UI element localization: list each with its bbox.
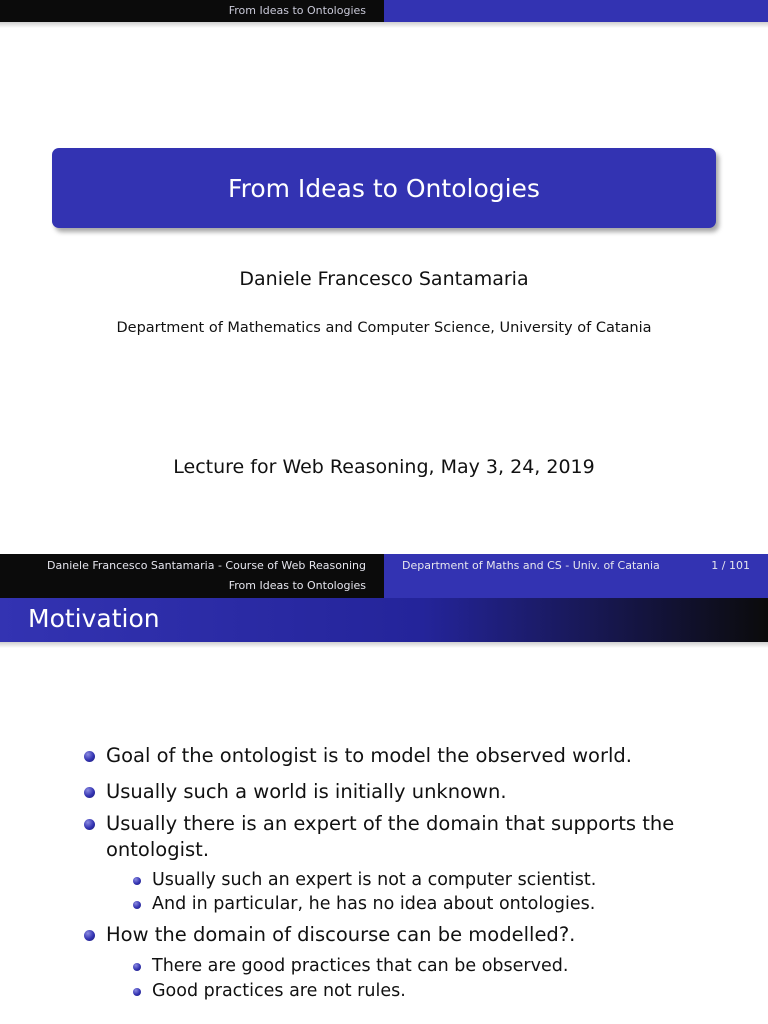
header-title: From Ideas to Ontologies: [228, 4, 366, 17]
bullet-text: Usually such a world is initially unknown.: [106, 780, 507, 803]
bullet-text: Usually there is an expert of the domain that supports the ontologist.: [106, 812, 675, 861]
sub-bullet-icon: [133, 988, 141, 996]
sub-bullet-text: And in particular, he has no idea about ontologies.: [152, 894, 596, 914]
sub-bullet-icon: [133, 963, 141, 971]
footer-page-number: 1 / 101: [711, 559, 750, 572]
institute: Department of Mathematics and Computer Science, University of Catania: [116, 320, 652, 336]
header-right-bar: [384, 0, 768, 22]
bullet-text: Goal of the ontologist is to model the observed world.: [106, 744, 632, 767]
bullet-icon: [84, 751, 95, 762]
bullet-icon: [84, 930, 95, 941]
footer-subtitle: From Ideas to Ontologies: [228, 579, 366, 592]
footer-department: Department of Maths and CS - Univ. of Catania: [402, 559, 660, 572]
sub-bullet-text: Good practices are not rules.: [152, 981, 406, 1001]
frame-title: Motivation: [28, 604, 160, 633]
sub-bullet-text: There are good practices that can be observed.: [152, 956, 569, 976]
frame-title-shadow: [0, 642, 768, 648]
slide-title: From Ideas to Ontologies: [228, 173, 540, 203]
author-name: Daniele Francesco Santamaria: [239, 268, 529, 290]
title-box: [52, 148, 716, 228]
sub-bullet-icon: [133, 877, 141, 885]
sub-bullet-icon: [133, 901, 141, 909]
header-shadow: [0, 22, 768, 28]
sub-bullet-text: Usually such an expert is not a computer scientist.: [152, 870, 597, 890]
bullet-icon: [84, 787, 95, 798]
bullet-icon: [84, 819, 95, 830]
footer-author-course: Daniele Francesco Santamaria - Course of Web Reasoning: [47, 559, 366, 572]
bullet-text: How the domain of discourse can be modelled?.: [106, 923, 576, 946]
lecture-date: Lecture for Web Reasoning, May 3, 24, 2019: [173, 456, 595, 478]
